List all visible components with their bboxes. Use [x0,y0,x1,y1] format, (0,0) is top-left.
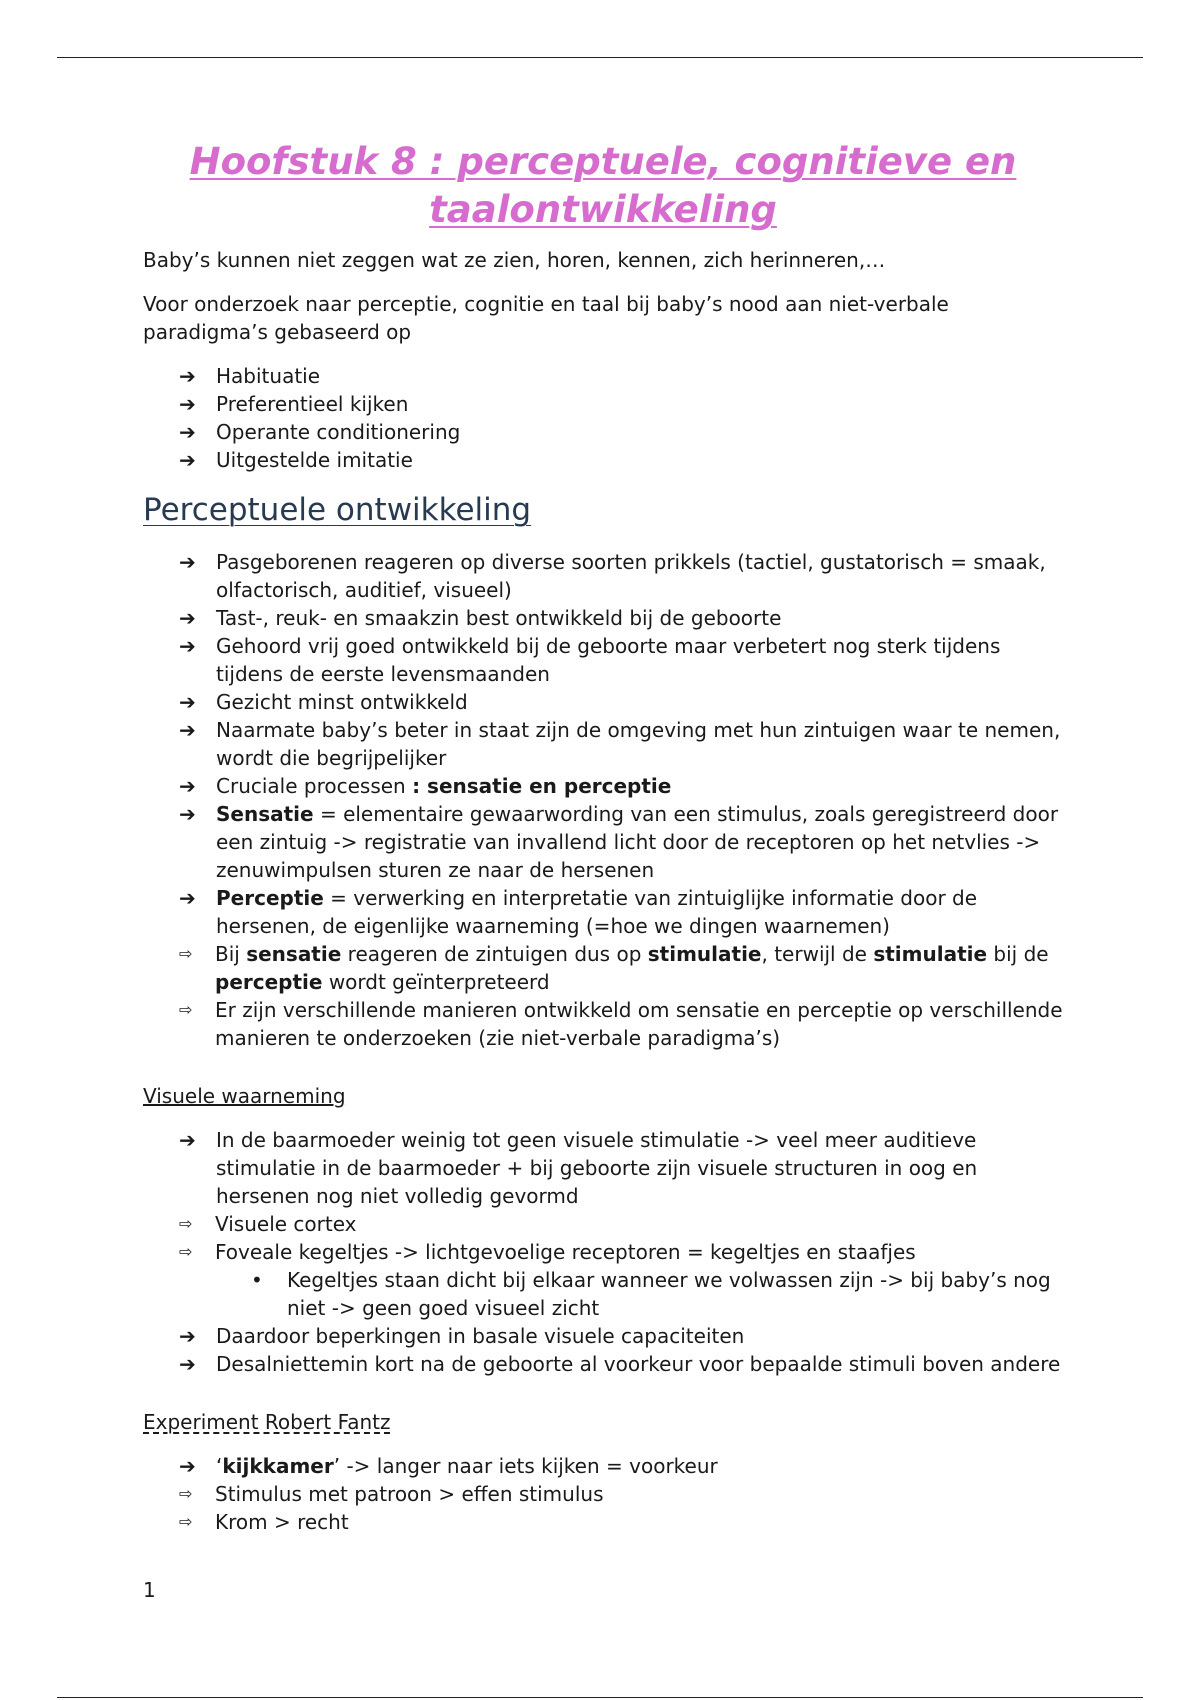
list-item: ➔ Daardoor beperkingen in basale visuele capaciteiten [179,1324,745,1348]
hollow-arrow-bullet-icon: ⇨ [179,1000,193,1019]
arrow-bullet-icon: ➔ [179,634,196,658]
list-item: ➔ Operante conditionering [179,420,461,444]
arrow-bullet-icon: ➔ [179,364,196,388]
footer-rule [57,1697,1143,1698]
list-item: ⇨ Foveale kegeltjes -> lichtgevoelige receptoren = kegeltjes en staafjes • Kegeltjes staan dicht bij elkaar wanneer we volwassen zijn -> bij baby’s nog niet -> geen goed visueel zicht [179,1238,1063,1322]
hollow-arrow-bullet-icon: ⇨ [179,1484,193,1503]
dot-bullet-icon: • [251,1268,263,1292]
list-item: ➔ Sensatie = elementaire gewaarwording van een stimulus, zoals geregistreerd door een zintuig -> registratie van invallend licht door de receptoren op het netvlies -> zenuwimpulsen sturen ze naar de hersenen [179,802,1059,882]
arrow-bullet-icon: ➔ [179,802,196,826]
list-item: ➔ Tast-, reuk- en smaakzin best ontwikkeld bij de geboorte [179,606,782,630]
page-number: 1 [143,1578,156,1602]
list-item: ➔ Cruciale processen : sensatie en perceptie [179,774,672,798]
intro-paragraph-1: Baby’s kunnen niet zeggen wat ze zien, horen, kennen, zich herinneren,… [143,248,886,272]
list-item: ⇨ Er zijn verschillende manieren ontwikkeld om sensatie en perceptie op verschillende manieren te onderzoeken (zie niet-verbale paradigma’s) [179,998,1063,1050]
list-item: ➔ Desalniettemin kort na de geboorte al voorkeur voor bepaalde stimuli boven andere [179,1352,1061,1376]
arrow-bullet-icon: ➔ [179,774,196,798]
list-item: ⇨ Stimulus met patroon > effen stimulus [179,1482,604,1506]
arrow-bullet-icon: ➔ [179,1352,196,1376]
visual-subsublist [215,1266,1063,1322]
experiment-sublist [179,1480,1063,1536]
header-rule [57,57,1143,58]
arrow-bullet-icon: ➔ [179,420,196,444]
arrow-bullet-icon: ➔ [179,606,196,630]
arrow-bullet-icon: ➔ [179,1454,196,1478]
subheading-experiment: Experiment Robert Fantz [143,1410,391,1434]
hollow-arrow-bullet-icon: ⇨ [179,1512,193,1531]
list-item: ⇨ Krom > recht [179,1510,349,1534]
subheading-visual: Visuele waarneming [143,1084,346,1108]
arrow-bullet-icon: ➔ [179,886,196,910]
list-item: ⇨ Visuele cortex [179,1212,357,1236]
section-heading: Perceptuele ontwikkeling [143,492,532,528]
list-item: ➔ Preferentieel kijken [179,392,409,416]
list-item: ➔ In de baarmoeder weinig tot geen visuele stimulatie -> veel meer auditieve stimulatie in de baarmoeder + bij geboorte zijn visuele structuren in oog en hersenen nog niet volledig gevormd ⇨ Visuele cortex ⇨ Foveale kegeltjes -> lichtgevoelige receptoren = kegeltjes en staafjes • Kegeltjes staan dicht bij elkaar wanneer we volwassen zijn -> bij baby’s nog niet -> geen goed visueel zicht [143,1126,1063,1322]
list-item: ⇨ Bij sensatie reageren de zintuigen dus op stimulatie, terwijl de stimulatie bij de perceptie wordt geïnterpreteerd [179,942,1049,994]
arrow-bullet-icon: ➔ [179,392,196,416]
list-item: ➔ Gezicht minst ontwikkeld [179,690,468,714]
experiment-list [143,1452,1063,1536]
arrow-bullet-icon: ➔ [179,718,196,742]
list-item: ➔ Uitgestelde imitatie [179,448,413,472]
arrow-bullet-icon: ➔ [179,1128,196,1152]
hollow-arrow-bullet-icon: ⇨ [179,944,193,963]
list-item: ➔ Naarmate baby’s beter in staat zijn de omgeving met hun zintuigen waar te nemen, wordt die begrijpelijker [179,718,1061,770]
list-item: ➔ Perceptie = verwerking en interpretatie van zintuiglijke informatie door de hersenen, de eigenlijke waarneming (=hoe we dingen waarnemen) ⇨ Bij sensatie reageren de zintuigen dus op stimulatie, terwijl de stimulatie bij de perceptie wordt geïnterpreteerd ⇨ Er zijn verschillende manieren ontwikkeld om sensatie en perceptie op verschillende manieren te onderzoeken (zie niet-verbale paradigma’s) [179,886,1063,1050]
arrow-bullet-icon: ➔ [179,1324,196,1348]
perception-list [143,548,1063,1052]
hollow-arrow-bullet-icon: ⇨ [179,1242,193,1261]
list-item: ➔ Habituatie [179,364,321,388]
document-page [143,138,1063,1552]
list-item: ➔ Gehoord vrij goed ontwikkeld bij de geboorte maar verbetert nog sterk tijdens tijdens de eerste levensmaanden [179,634,1001,686]
arrow-bullet-icon: ➔ [179,448,196,472]
visual-sublist [179,1210,1063,1322]
list-item: • Kegeltjes staan dicht bij elkaar wanneer we volwassen zijn -> bij baby’s nog niet -> geen goed visueel zicht [251,1268,1051,1320]
list-item: ➔ Pasgeborenen reageren op diverse soorten prikkels (tactiel, gustatorisch = smaak, olfactorisch, auditief, visueel) [179,550,1046,602]
hollow-arrow-bullet-icon: ⇨ [179,1214,193,1233]
list-item: ➔ ‘kijkkamer’ -> langer naar iets kijken = voorkeur ⇨ Stimulus met patroon > effen stimulus ⇨ Krom > recht [143,1452,1063,1536]
perception-sublist [179,940,1063,1052]
intro-paragraph-2: Voor onderzoek naar perceptie, cognitie en taal bij baby’s nood aan niet-verbale paradigma’s gebaseerd op [143,292,949,344]
visual-list [143,1126,1063,1378]
arrow-bullet-icon: ➔ [179,550,196,574]
paradigm-list [143,362,1063,474]
arrow-bullet-icon: ➔ [179,690,196,714]
chapter-title: Hoofstuk 8 : perceptuele, cognitieve en taalontwikkeling [189,140,1017,231]
